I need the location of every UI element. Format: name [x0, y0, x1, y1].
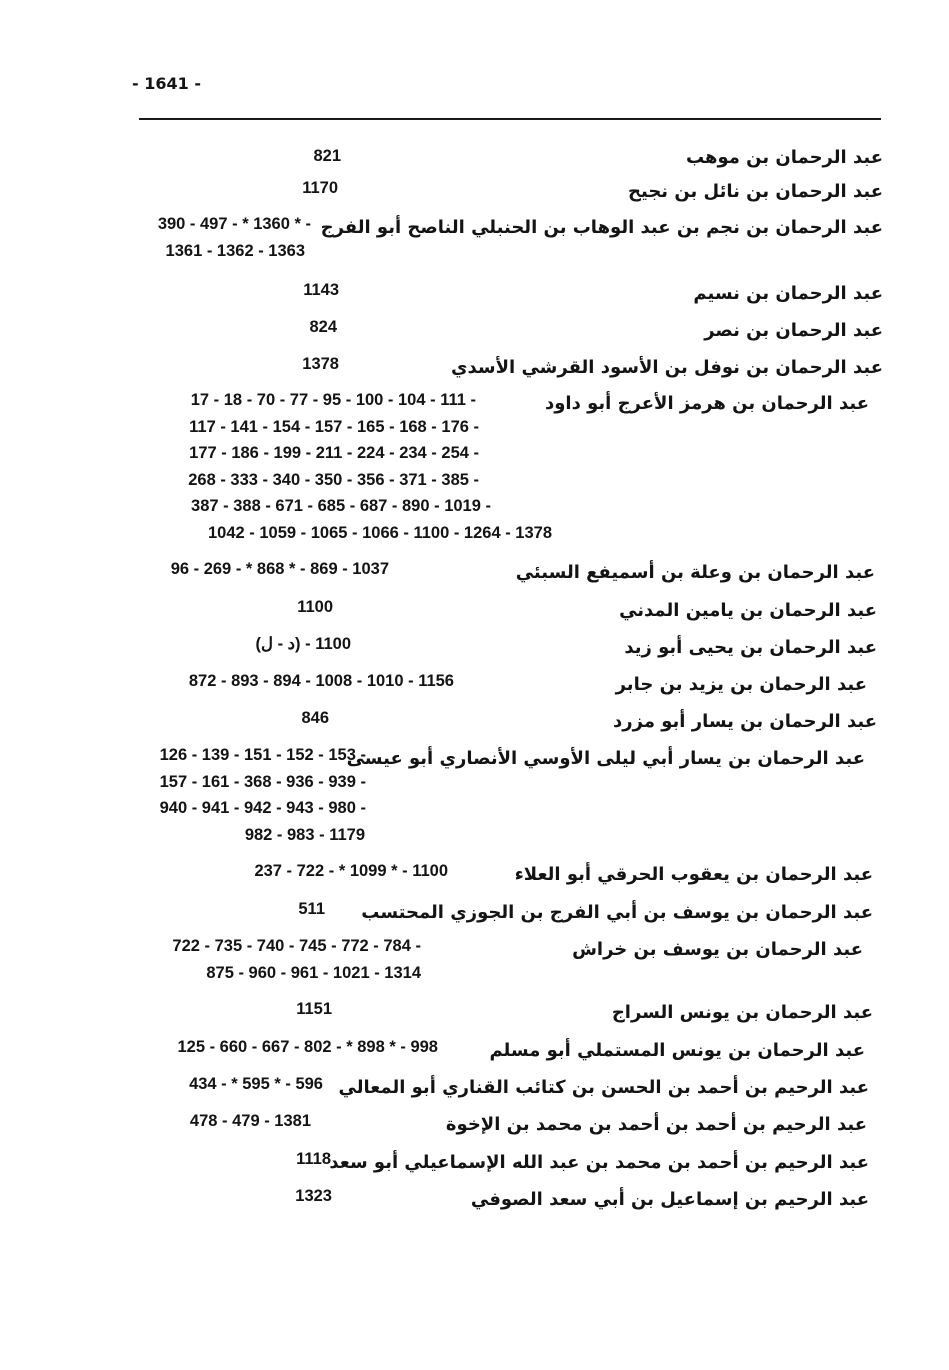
- entry-name: عبد الرحمان بن يزيد بن جابر: [615, 674, 867, 695]
- page-number: - 1641 -: [132, 74, 201, 93]
- entry-name: عبد الرحمان بن نوفل بن الأسود القرشي الأسدي: [451, 357, 883, 378]
- entry-refs: 722 - 735 - 740 - 745 - 772 - 784 - 875 - 960 - 961 - 1021 - 1314: [172, 937, 421, 982]
- entry-refs: 1143: [303, 281, 339, 299]
- entry-name: عبد الرحمان بن نجم بن عبد الوهاب بن الحنبلي الناصح أبو الفرج: [320, 217, 883, 238]
- entry-refs: 126 - 139 - 151 - 152 - 153 - 157 - 161 - 368 - 936 - 939 - 940 - 941 - 942 - 943 - 980 - 982 - 983 - 1179: [159, 746, 366, 844]
- entry-refs: 478 - 479 - 1381: [189, 1112, 311, 1130]
- entry-name: عبد الرحمان بن يسار أبو مزرد: [613, 711, 877, 732]
- entry-refs: 434 - * 595 * - 596: [189, 1075, 323, 1093]
- entry-name: عبد الرحمان بن هرمز الأعرج أبو داود: [545, 393, 869, 414]
- entry-name: عبد الرحيم بن إسماعيل بن أبي سعد الصوفي: [470, 1189, 869, 1210]
- entry-refs: 17 - 18 - 70 - 77 - 95 - 100 - 104 - 111 - 117 - 141 - 154 - 157 - 165 - 168 - 176 - 177 - 186 - 199 - 211 - 224 - 234 - 254 - 268 - 333 - 340 - 350 - 356 - 371 - 385 - 387 - 388 - 671 - 685 - 687 - 890 - 1019 - 1042 - 1059 - 1065 - 1066 - 1100 - 1264 - 1378: [188, 391, 552, 542]
- entry-name: عبد الرحمان بن نائل بن نجيح: [628, 181, 883, 202]
- entry-refs: 1323: [295, 1187, 332, 1205]
- entry-name: عبد الرحيم بن أحمد بن الحسن بن كتائب القناري أبو المعالي: [338, 1077, 869, 1098]
- entry-refs: (د - ل) - 1100: [255, 635, 351, 653]
- entry-name: عبد الرحمان بن يعقوب الحرقي أبو العلاء: [514, 864, 873, 885]
- entry-refs: 1100: [297, 598, 333, 616]
- entry-name: عبد الرحمان بن موهب: [685, 147, 883, 168]
- entry-name: عبد الرحيم بن أحمد بن محمد بن عبد الله الإسماعيلي أبو سعد: [329, 1152, 869, 1173]
- entry-name: عبد الرحمان بن يحيى أبو زيد: [624, 637, 877, 658]
- entry-name: عبد الرحمان بن وعلة بن أسميفع السبئي: [515, 562, 875, 583]
- entry-name: عبد الرحمان بن يوسف بن أبي الفرج بن الجوزي المحتسب: [361, 902, 873, 923]
- entry-refs: 237 - 722 - * 1099 * - 1100: [254, 862, 448, 880]
- entry-name: عبد الرحمان بن يونس المستملي أبو مسلم: [489, 1040, 865, 1061]
- entry-refs: 1170: [302, 179, 338, 197]
- entry-refs: 125 - 660 - 667 - 802 - * 898 * - 998: [177, 1038, 438, 1056]
- entry-name: عبد الرحمان بن يونس السراج: [611, 1002, 873, 1023]
- entry-refs: 1118: [296, 1150, 331, 1168]
- entry-refs: 390 - 497 - * 1360 * - 1361 - 1362 - 1363: [157, 215, 311, 260]
- entry-refs: 1378: [302, 355, 339, 373]
- entry-refs: 1151: [296, 1000, 332, 1018]
- entry-name: عبد الرحمان بن نصر: [704, 320, 883, 341]
- entry-name: عبد الرحمان بن نسيم: [693, 283, 883, 304]
- header-rule: [139, 118, 881, 120]
- entry-name: عبد الرحمان بن يوسف بن خراش: [572, 939, 863, 960]
- entry-refs: 511: [298, 900, 325, 918]
- entry-refs: 821: [313, 147, 341, 165]
- entry-name: عبد الرحيم بن أحمد بن أحمد بن محمد بن الإخوة: [445, 1114, 867, 1135]
- entry-name: عبد الرحمان بن يامين المدني: [619, 600, 877, 621]
- entry-name: عبد الرحمان بن يسار أبي ليلى الأوسي الأنصاري أبو عيسى: [346, 748, 865, 769]
- entry-refs: 96 - 269 - * 868 * - 869 - 1037: [170, 560, 389, 578]
- entry-refs: 872 - 893 - 894 - 1008 - 1010 - 1156: [188, 672, 454, 690]
- entry-refs: 824: [309, 318, 337, 336]
- entry-refs: 846: [301, 709, 329, 727]
